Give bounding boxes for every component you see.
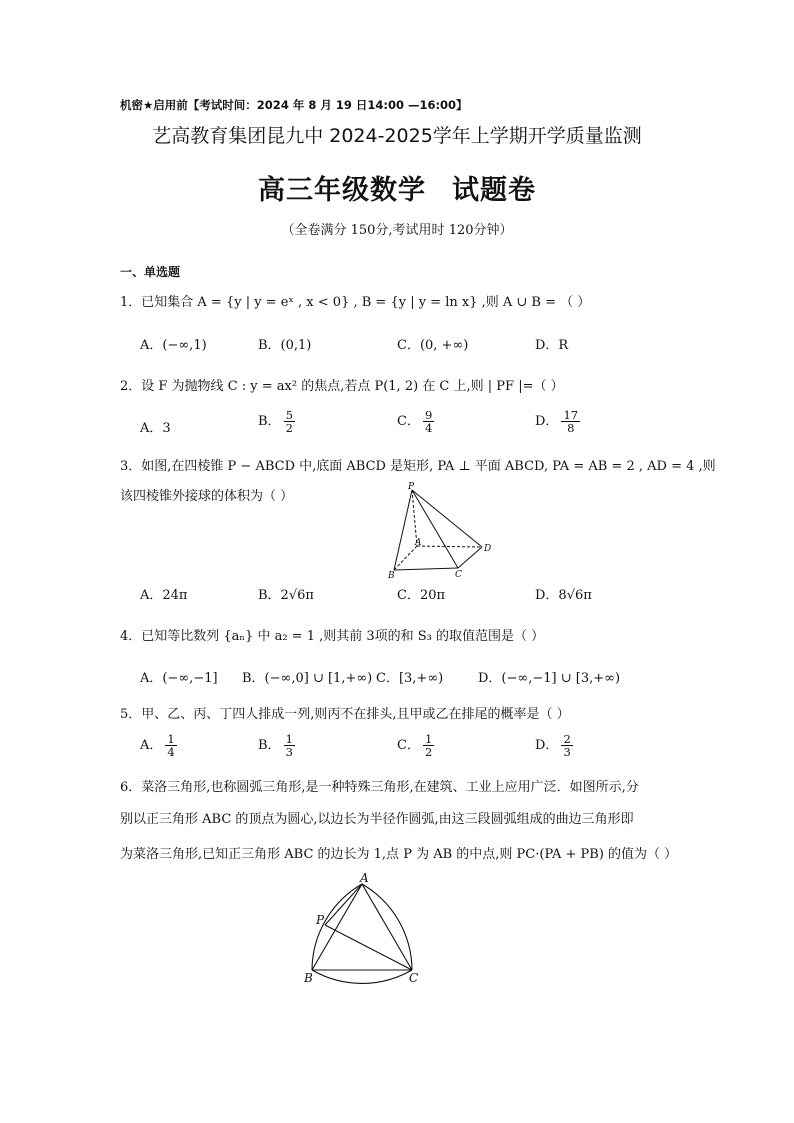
question-6-stem-line2: 别以正三角形 ABC 的顶点为圆心,以边长为半径作圆弧,由这三段圆弧组成的曲边三角形即 <box>120 812 634 827</box>
question-3-stem-line1: 3．如图,在四棱锥 P − ABCD 中,底面 ABCD 是矩形, PA ⊥ 平面 ABCD, PA = AB = 2 , AD = 4 ,则 <box>120 459 716 474</box>
question-5-option-a: A． $\frac{1}{4}$ <box>140 732 175 760</box>
section-title: 一、单选题 <box>120 265 181 279</box>
question-4-option-d: D．(−∞,−1] ∪ [3,+∞) <box>478 671 621 686</box>
question-5-option-d: D． $\frac{2}{3}$ <box>535 732 571 760</box>
label-p: P <box>408 482 415 492</box>
pyramid-figure <box>384 480 494 580</box>
exam-subtitle: （全卷满分 150分,考试用时 120分钟） <box>281 223 513 238</box>
question-2-option-c: C． $\frac{9}{4}$ <box>397 408 433 436</box>
question-4-option-a: A．(−∞,−1] <box>140 671 218 686</box>
question-3-option-b: B．2√6π <box>258 588 314 603</box>
page-title <box>0 168 794 207</box>
question-6-stem-line1: 6．菜洛三角形,也称圆弧三角形,是一种特殊三角形,在建筑、工业上应用广泛．如图所示,分 <box>120 780 639 795</box>
question-2-option-d: D． $\frac{17}{8}$ <box>535 408 579 436</box>
question-1-option-c: C．(0, +∞) <box>397 338 469 353</box>
label-a: A <box>360 872 369 885</box>
label-p: P <box>316 913 325 927</box>
label-b: B <box>304 971 313 985</box>
question-3-option-c: C．20π <box>397 588 446 603</box>
question-4-option-c: C．[3,+∞) <box>376 671 444 686</box>
title-subject: 高三年级数学 <box>258 175 426 206</box>
label-d: D <box>484 544 492 554</box>
question-5-option-b: B． $\frac{1}{3}$ <box>258 732 293 760</box>
question-1-option-a: A．(−∞,1) <box>140 338 207 353</box>
question-3-stem-line2: 该四棱锥外接球的体积为（ ） <box>120 489 294 504</box>
question-2-option-b: B． $\frac{5}{2}$ <box>258 408 293 436</box>
question-4-stem: 4．已知等比数列 {aₙ} 中 a₂ = 1 ,则其前 3项的和 S₃ 的取值范围是（ ） <box>120 629 545 644</box>
question-1-option-d: D．R <box>535 338 569 353</box>
label-a: A <box>415 538 422 548</box>
question-2-option-a: A．3 <box>140 421 171 436</box>
label-b: B <box>388 571 395 580</box>
question-4-option-b: B．(−∞,0] ∪ [1,+∞) <box>242 671 373 686</box>
question-3-option-a: A．24π <box>140 588 188 603</box>
question-3-option-d: D．8√6π <box>535 588 592 603</box>
school-line: 艺高教育集团昆九中 2024-2025学年上学期开学质量监测 <box>152 125 642 147</box>
question-1-option-b: B．(0,1) <box>258 338 312 353</box>
question-5-stem: 5．甲、乙、丙、丁四人排成一列,则丙不在排头,且甲或乙在排尾的概率是（ ） <box>120 707 570 722</box>
question-1-stem: 1．已知集合 A = {y | y = eˣ , x < 0} , B = {y | y = ln x} ,则 A ∪ B = （ ） <box>120 295 591 310</box>
question-6-stem-line3: 为菜洛三角形,已知正三角形 ABC 的边长为 1,点 P 为 AB 的中点,则 PC·(PA + PB) 的值为（ ） <box>120 847 678 862</box>
question-5-option-c: C． $\frac{1}{2}$ <box>397 732 433 760</box>
question-2-stem: 2．设 F 为抛物线 C : y = ax² 的焦点,若点 P(1, 2) 在 C 上,则 | PF |=（ ） <box>120 379 564 394</box>
exam-time-note: 机密★启用前【考试时间：2024 年 8 月 19 日14:00 —16:00】 <box>120 98 468 112</box>
reuleaux-triangle-figure <box>298 872 428 987</box>
label-c: C <box>409 971 419 985</box>
label-c: C <box>455 570 462 580</box>
title-paper: 试题卷 <box>452 175 536 206</box>
